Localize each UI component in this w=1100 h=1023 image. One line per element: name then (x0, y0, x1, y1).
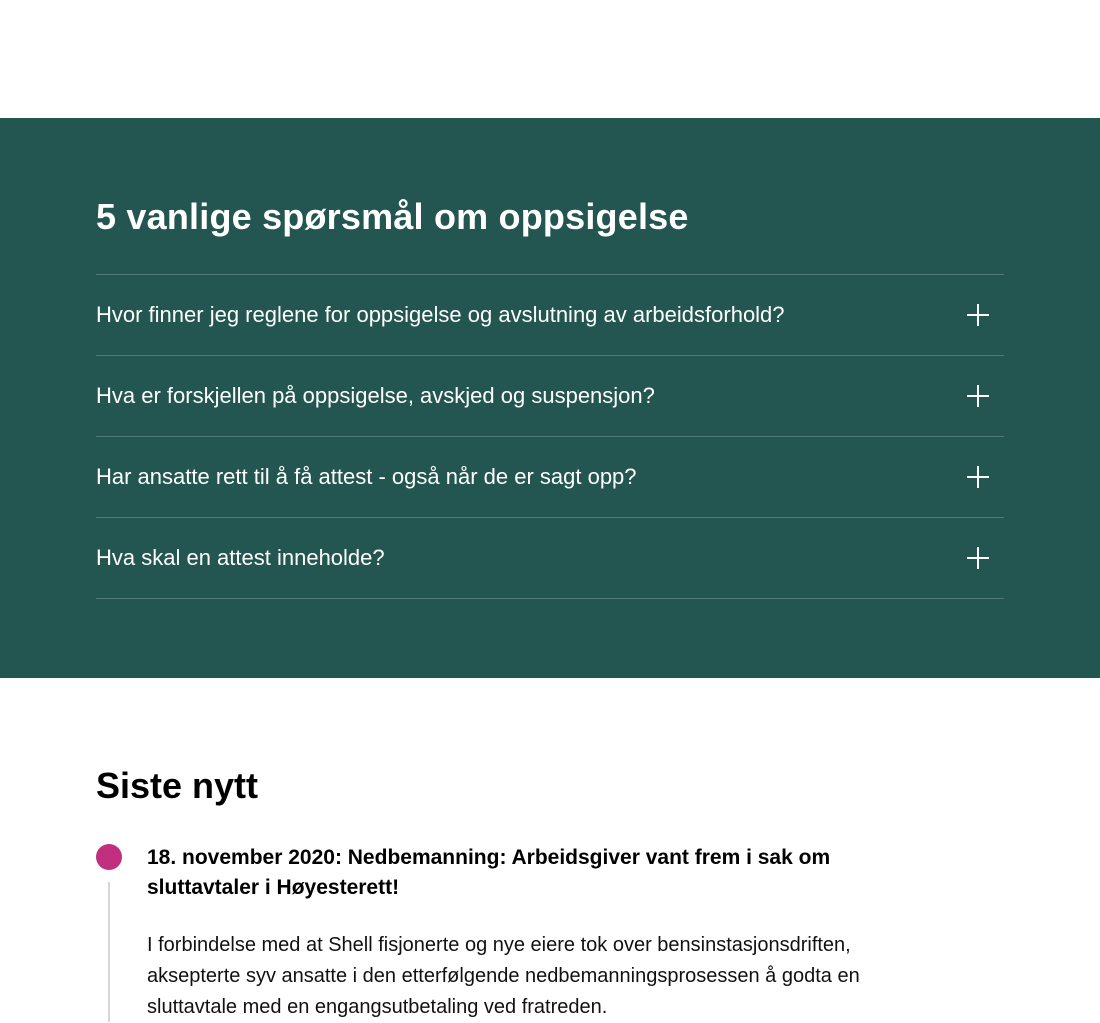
plus-icon[interactable] (967, 547, 989, 569)
faq-item-forskjell[interactable] (96, 356, 1004, 437)
faq-item-attest-rett[interactable] (96, 437, 1004, 518)
news-body: I forbindelse med at Shell fisjonerte og nye eiere tok over bensinstasjonsdriften, aksepterte syv ansatte i den etterfølgende nedbemanningsprosessen å godta en sluttavtale med en engangsutbetaling ved fratreden. (147, 934, 860, 1018)
faq-question: Hvor finner jeg reglene for oppsigelse og avslutning av arbeidsforhold? (96, 302, 785, 327)
faq-title: 5 vanlige spørsmål om oppsigelse (96, 196, 689, 237)
faq-question: Har ansatte rett til å få attest - også når de er sagt opp? (96, 464, 637, 489)
faq-list (96, 274, 1004, 599)
faq-item-regler[interactable] (96, 275, 1004, 356)
timeline-line (108, 882, 110, 1022)
news-headline-link[interactable]: 18. november 2020: Nedbemanning: Arbeidsgiver vant frem i sak om sluttavtaler i Høyesterett! (147, 846, 831, 899)
plus-icon[interactable] (967, 304, 989, 326)
faq-question: Hva er forskjellen på oppsigelse, avskjed og suspensjon? (96, 383, 655, 408)
faq-question: Hva skal en attest inneholde? (96, 545, 385, 570)
news-title: Siste nytt (96, 765, 259, 806)
plus-icon[interactable] (967, 385, 989, 407)
plus-icon[interactable] (967, 466, 989, 488)
faq-item-attest-innhold[interactable] (96, 518, 1004, 599)
timeline-dot-icon (96, 844, 122, 870)
